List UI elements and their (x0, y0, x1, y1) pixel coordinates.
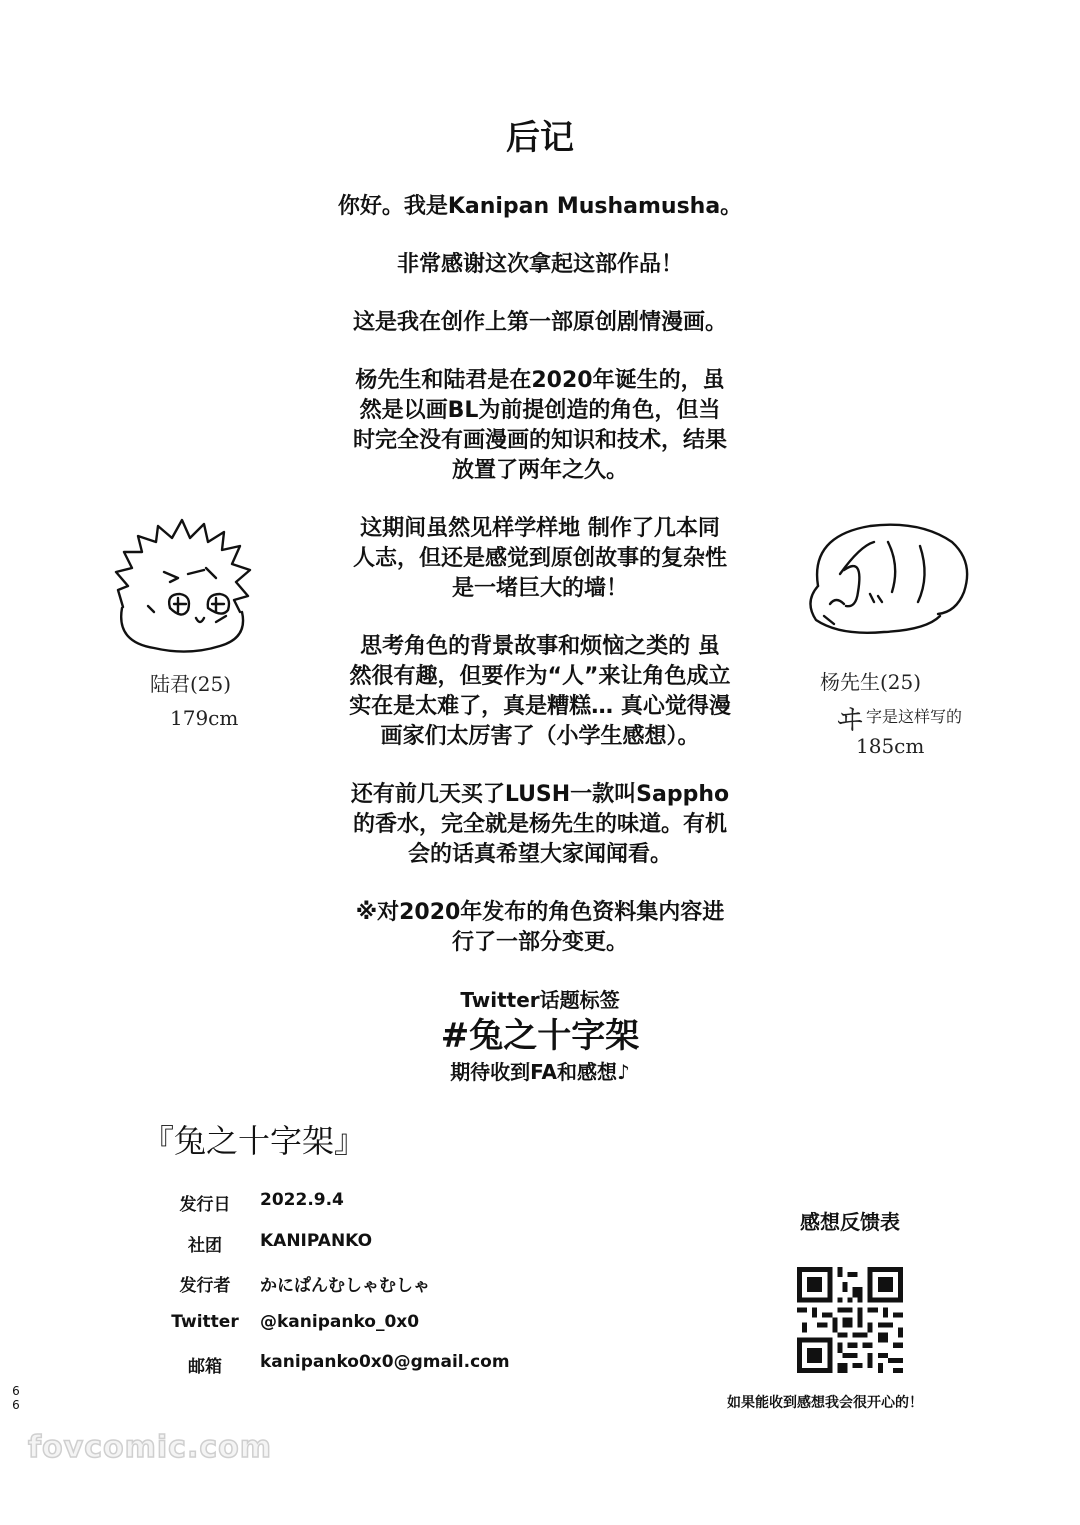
site-watermark: fovcomic.com (28, 1430, 272, 1465)
character-lu-height: 179cm (170, 706, 239, 730)
afterword-paragraph (330, 514, 750, 604)
info-value: kanipanko0x0@gmail.com (260, 1352, 510, 1372)
character-yang-height: 185cm (856, 734, 925, 758)
page-number-digit: 6 (12, 1398, 20, 1412)
hashtag-tag: #兔之十字架 (440, 1016, 640, 1056)
info-value: かにぱんむしゃむしゃ (260, 1276, 430, 1296)
info-key: 发行者 (179, 1276, 231, 1296)
afterword-line: 的香水，完全就是杨先生的味道。有机 (352, 812, 727, 837)
afterword-line: 你好。我是Kanipan Mushamusha。 (337, 194, 743, 219)
info-value: KANIPANKO (260, 1230, 373, 1251)
afterword-body (330, 192, 750, 986)
character-lu-sketch (108, 512, 258, 662)
afterword-line: 是一堵巨大的墙！ (451, 576, 628, 601)
info-value: @kanipanko_0x0 (260, 1311, 420, 1332)
info-row (150, 1190, 510, 1231)
afterword-line: 还有前几天买了LUSH一款叫Sappho (350, 782, 730, 807)
feedback-title: 感想反馈表 (800, 1210, 900, 1234)
afterword-line: 这期间虽然见样学样地 制作了几本同 (360, 516, 720, 541)
afterword-line: ※对2020年发布的角色资料集内容进 (355, 900, 725, 925)
info-row (150, 1271, 510, 1312)
afterword-line: 实在是太难了，真是糟糕… 真心觉得漫 (349, 694, 731, 719)
hashtag-label: Twitter话题标签 (460, 988, 620, 1012)
afterword-paragraph (330, 250, 750, 280)
info-key: 发行日 (179, 1195, 231, 1215)
afterword-line: 这是我在创作上第一部原创剧情漫画。 (352, 310, 727, 335)
afterword-paragraph (330, 780, 750, 870)
info-key: 社团 (188, 1235, 222, 1256)
afterword-line: 画家们太厉害了（小学生感想）。 (380, 724, 700, 749)
afterword-line: 然很有趣，但要作为“人”来让角色成立 (349, 664, 731, 689)
afterword-line: 然是以画BL为前提创造的角色，但当 (359, 398, 721, 423)
info-row (150, 1312, 510, 1353)
afterword-line: 行了一部分变更。 (451, 930, 628, 955)
afterword-paragraph (330, 632, 750, 752)
info-row (150, 1352, 510, 1393)
character-yang-sketch (800, 516, 975, 646)
page-number-digit: 6 (12, 1384, 20, 1398)
character-yang-name: 杨先生(25) (820, 670, 922, 694)
afterword-line: 思考角色的背景故事和烦恼之类的 虽 (360, 634, 720, 659)
afterword-paragraph (330, 308, 750, 338)
info-key: Twitter (171, 1311, 239, 1332)
info-key: 邮箱 (188, 1357, 222, 1377)
page-number (10, 1384, 22, 1412)
afterword-line: 会的话真希望大家闻闻看。 (407, 842, 672, 867)
character-yang-note: 字是这样写的 (866, 707, 963, 726)
character-lu-name: 陆君(25) (150, 672, 232, 696)
feedback-note: 如果能收到感想我会很开心的！ (727, 1395, 923, 1411)
afterword-title: 后记 (506, 118, 574, 158)
feedback-section (760, 1206, 940, 1373)
afterword-paragraph (330, 366, 750, 486)
qr-code-icon[interactable] (797, 1267, 903, 1373)
afterword-line: 非常感谢这次拿起这部作品！ (396, 252, 683, 277)
afterword-line: 人志，但还是感觉到原创故事的复杂性 (352, 546, 727, 571)
afterword-line: 时完全没有画漫画的知识和技术，结果 (352, 428, 727, 453)
book-title: 『兔之十字架』 (142, 1122, 367, 1160)
afterword-line: 放置了两年之久。 (451, 458, 628, 483)
afterword-paragraph (330, 192, 750, 222)
hashtag-section (0, 986, 1080, 1086)
character-yang-note-glyph: ヰ (836, 703, 865, 736)
info-value: 2022.9.4 (260, 1190, 344, 1210)
afterword-line: 杨先生和陆君是在2020年诞生的，虽 (355, 368, 725, 393)
afterword-paragraph (330, 898, 750, 958)
publication-info (150, 1190, 510, 1393)
info-row (150, 1231, 510, 1272)
hashtag-subtext: 期待收到FA和感想♪ (450, 1060, 630, 1084)
